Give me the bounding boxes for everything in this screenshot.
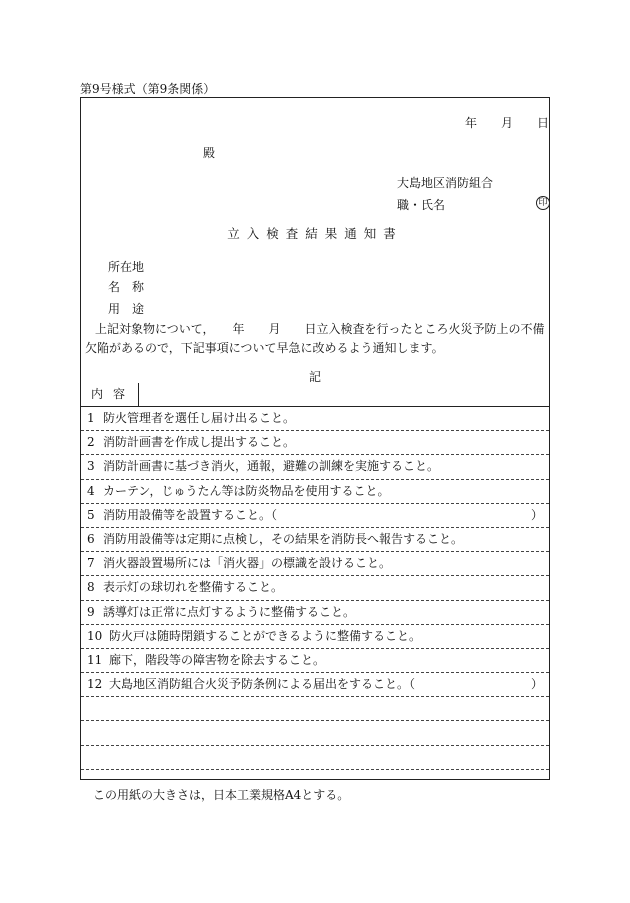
document-title: 立入検査結果通知書 <box>227 226 403 241</box>
item-text: 表示灯の球切れを整備すること。 <box>103 580 284 595</box>
date-year-label: 年 <box>465 116 478 130</box>
content-item-6 <box>81 528 549 552</box>
content-item-8 <box>81 576 549 600</box>
use-label: 用 途 <box>108 302 145 316</box>
date-month-label: 月 <box>501 116 514 130</box>
item-number: 5 <box>87 507 95 522</box>
item-text: 誘導灯は正常に点灯するように整備すること。 <box>103 604 356 619</box>
item-number: 1 <box>87 411 95 425</box>
content-item-10 <box>81 625 549 649</box>
item-number: 4 <box>87 483 95 498</box>
paper-size-note: この用紙の大きさは，日本工業規格A4とする。 <box>93 788 350 802</box>
item-text: 防火戸は随時閉鎖することができるように整備すること。 <box>109 628 422 643</box>
issuer-organization: 大島地区消防組合 <box>397 176 494 190</box>
content-item-9 <box>81 601 549 625</box>
item-text: 消防計画書を作成し提出すること。 <box>103 435 296 450</box>
item-text: 消防計画書に基づき消火，通報，避難の訓練を実施すること。 <box>103 459 440 474</box>
notice-body <box>85 320 547 358</box>
content-item-4 <box>81 480 549 504</box>
date-day-label: 日 <box>537 116 550 130</box>
item-text: 大島地区消防組合火災予防条例による届出をすること。（ <box>109 677 416 692</box>
name-label: 名 称 <box>108 280 145 294</box>
date-line <box>81 114 549 130</box>
item-text: 消防用設備等は定期に点検し，その結果を消防長へ報告すること。 <box>103 531 464 546</box>
blank-entry-row <box>81 697 549 721</box>
notice-body-line-2: 欠陥があるので，下記事項について早急に改めるよう通知します。 <box>85 341 444 355</box>
item-number: 2 <box>87 435 95 450</box>
item-paren-close: ） <box>530 677 543 692</box>
notice-form-frame <box>80 97 550 780</box>
item-text: 消火器設置場所には「消火器」の標識を設けること。 <box>103 556 392 571</box>
form-number-label: 第9号様式（第9条関係） <box>80 82 216 96</box>
content-item-11 <box>81 649 549 673</box>
item-number: 6 <box>87 531 95 546</box>
content-item-3 <box>81 455 549 479</box>
content-header: 内容 <box>81 383 139 406</box>
content-item-2 <box>81 431 549 455</box>
item-number: 8 <box>87 580 95 595</box>
content-item-12 <box>81 673 549 697</box>
item-number: 11 <box>87 652 103 667</box>
addressee-suffix: 殿 <box>203 146 216 160</box>
item-text: 防火管理者を選任し届け出ること。 <box>103 411 296 425</box>
ki-heading: 記 <box>308 370 321 384</box>
item-text: 消防用設備等を設置すること。（ <box>103 507 278 522</box>
item-number: 3 <box>87 459 95 474</box>
item-number: 12 <box>87 677 103 692</box>
location-label: 所在地 <box>108 260 145 274</box>
content-item-list <box>81 407 549 770</box>
blank-entry-row <box>81 746 549 770</box>
item-text: カーテン，じゅうたん等は防炎物品を使用すること。 <box>103 483 390 498</box>
notice-body-line-1: 上記対象物について， 年 月 日立入検査を行ったところ火災予防上の不備 <box>95 322 545 336</box>
item-number: 9 <box>87 604 95 619</box>
content-item-1 <box>81 407 549 431</box>
item-number: 7 <box>87 556 95 571</box>
seal-mark: 印 <box>536 196 550 210</box>
item-number: 10 <box>87 628 103 643</box>
content-item-5 <box>81 504 549 528</box>
blank-entry-row <box>81 721 549 745</box>
content-item-7 <box>81 552 549 576</box>
item-text: 廊下，階段等の障害物を除去すること。 <box>109 652 326 667</box>
item-paren-close: ） <box>530 507 543 522</box>
issuer-position-name: 職・氏名 <box>397 198 446 212</box>
